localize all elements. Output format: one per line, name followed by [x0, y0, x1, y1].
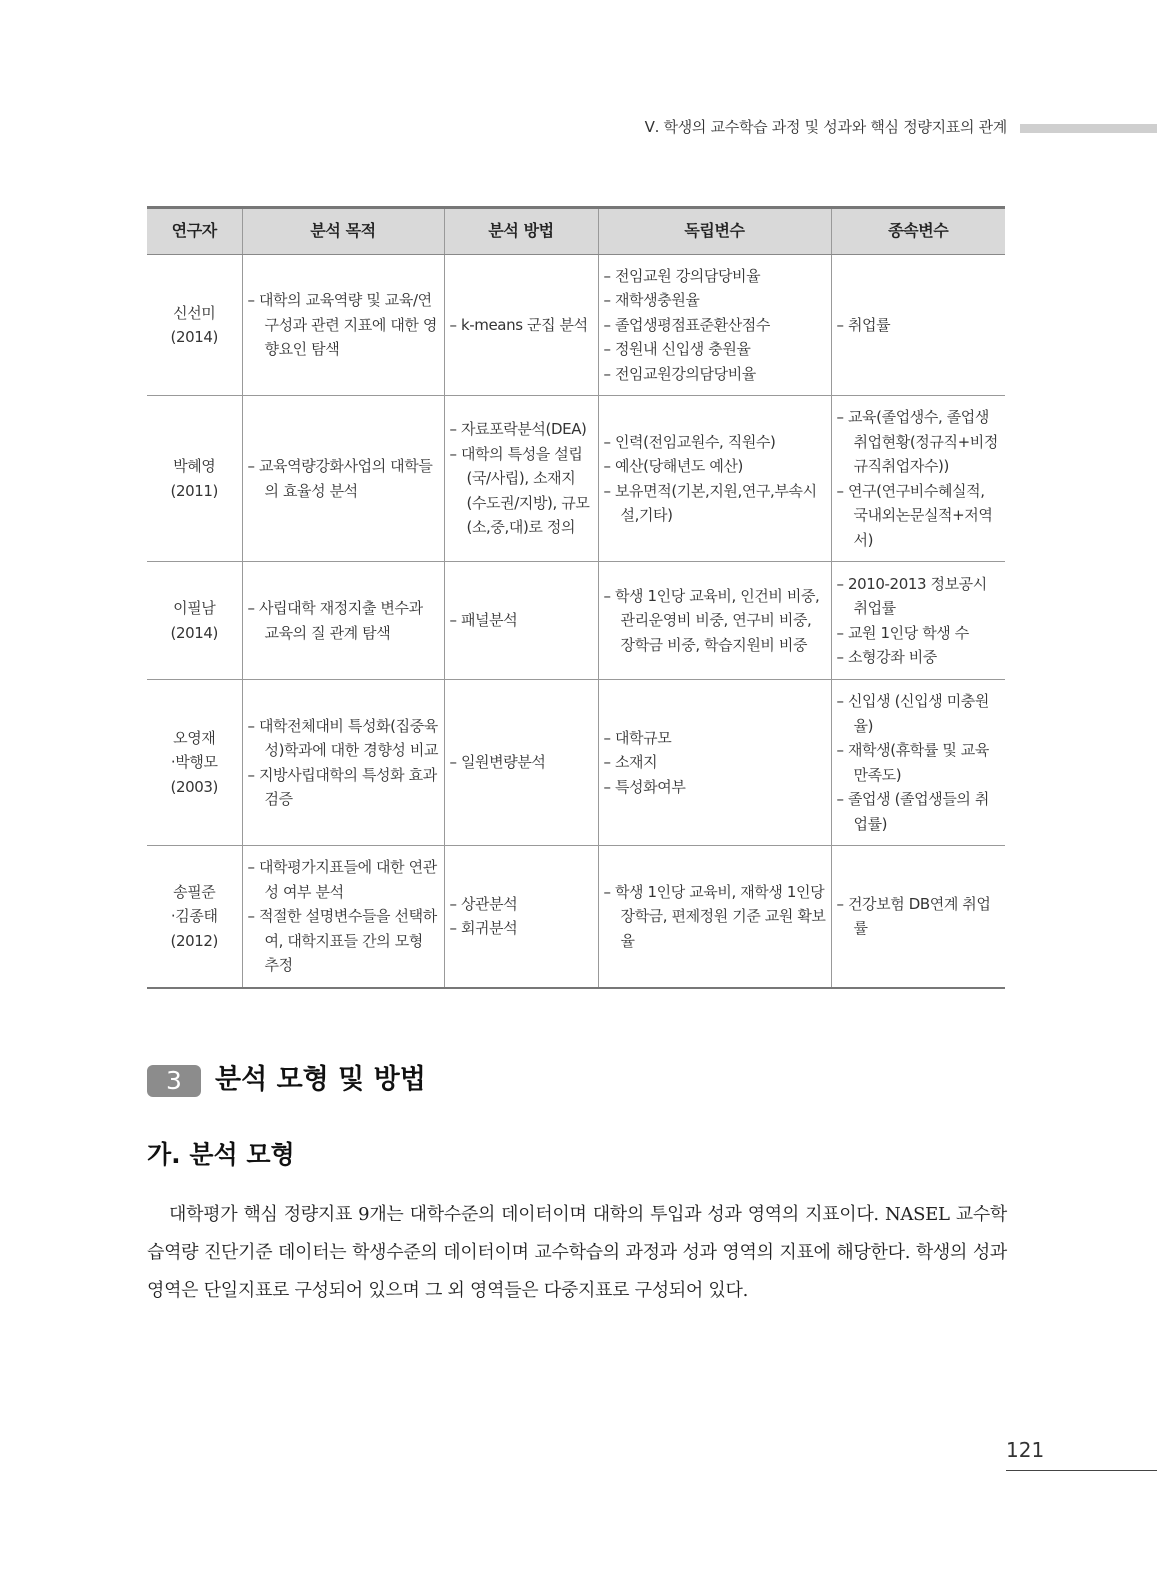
researcher-name: 송필준 — [173, 882, 216, 901]
list-item: – 학생 1인당 교육비, 재학생 1인당 장학금, 편제정원 기준 교원 확보율 — [604, 880, 826, 954]
researcher-cell — [147, 562, 242, 680]
purpose-cell — [242, 562, 444, 680]
list-item: – 특성화여부 — [604, 775, 826, 800]
list-item: – 학생 1인당 교육비, 인건비 비중, 관리운영비 비중, 연구비 비중, 장학금 비중, 학습지원비 비중 — [604, 584, 826, 658]
section-number-badge: 3 — [147, 1065, 201, 1097]
researcher-cell — [147, 680, 242, 846]
section-title: 분석 모형 및 방법 — [215, 1064, 426, 1095]
researcher-year: (2011) — [170, 481, 218, 500]
independent-cell — [598, 680, 831, 846]
column-header: 종속변수 — [831, 208, 1005, 255]
list-item: – k-means 군집 분석 — [450, 313, 593, 338]
researcher-cell — [147, 396, 242, 562]
list-item: – 예산(당해년도 예산) — [604, 454, 826, 479]
method-cell — [444, 680, 598, 846]
list-item: – 대학규모 — [604, 726, 826, 751]
researcher-year: (2014) — [170, 623, 218, 642]
researcher-name: ·김종태 — [170, 907, 218, 925]
researcher-year: (2012) — [170, 931, 218, 950]
researcher-cell — [147, 846, 242, 988]
list-item: – 패널분석 — [450, 608, 593, 633]
list-item: – 보유면적(기본,지원,연구,부속시설,기타) — [604, 479, 826, 528]
list-item: – 대학평가지표들에 대한 연관성 여부 분석 — [248, 855, 439, 904]
page-number: 121 — [1006, 1438, 1045, 1462]
purpose-cell — [242, 680, 444, 846]
researcher-name: 오영재 — [173, 728, 216, 747]
method-cell — [444, 846, 598, 988]
dependent-cell — [831, 255, 1005, 396]
method-cell — [444, 562, 598, 680]
purpose-cell — [242, 255, 444, 396]
list-item: – 전임교원 강의담당비율 — [604, 264, 826, 289]
list-item: – 지방사립대학의 특성화 효과 검증 — [248, 763, 439, 812]
list-item: – 소재지 — [604, 750, 826, 775]
list-item: – 적절한 설명변수들을 선택하여, 대학지표들 간의 모형 추정 — [248, 904, 439, 978]
researcher-year: (2014) — [170, 328, 218, 346]
researcher-year: (2003) — [170, 777, 218, 796]
list-item: – 일원변량분석 — [450, 750, 593, 775]
researcher-name: 박혜영 — [173, 457, 216, 475]
independent-cell — [598, 255, 831, 396]
dependent-cell — [831, 680, 1005, 846]
list-item: – 신입생 (신입생 미충원율) — [837, 689, 1001, 738]
table-row — [147, 562, 1005, 680]
running-header — [0, 116, 1157, 142]
purpose-cell — [242, 846, 444, 988]
column-header: 독립변수 — [598, 208, 831, 255]
list-item: – 연구(연구비수혜실적, 국내외논문실적+저역서) — [837, 479, 1001, 553]
method-cell — [444, 396, 598, 562]
list-item: – 정원내 신입생 충원율 — [604, 337, 826, 362]
list-item: – 소형강좌 비중 — [837, 645, 1001, 670]
running-title: Ⅴ. 학생의 교수학습 과정 및 성과와 핵심 정량지표의 관계 — [644, 118, 1007, 136]
table-row — [147, 680, 1005, 846]
subsection-title: 가. 분석 모형 — [147, 1140, 295, 1169]
list-item: – 회귀분석 — [450, 916, 593, 941]
table-row — [147, 846, 1005, 988]
table-header-row — [147, 208, 1005, 255]
dependent-cell — [831, 846, 1005, 988]
table-row — [147, 396, 1005, 562]
list-item: – 재학생충원율 — [604, 288, 826, 313]
list-item: – 졸업생평점표준환산점수 — [604, 313, 826, 338]
independent-cell — [598, 396, 831, 562]
header-decor-bar — [1020, 124, 1157, 133]
column-header: 분석 목적 — [242, 208, 444, 255]
researcher-name: ·박행모 — [170, 753, 218, 772]
list-item: – 재학생(휴학률 및 교육 만족도) — [837, 738, 1001, 787]
table-row — [147, 255, 1005, 396]
purpose-cell — [242, 396, 444, 562]
list-item: – 인력(전임교원수, 직원수) — [604, 430, 826, 455]
list-item: – 2010-2013 정보공시 취업률 — [837, 572, 1001, 621]
list-item: – 교육(졸업생수, 졸업생취업현황(정규직+비정규직취업자수)) — [837, 405, 1001, 479]
independent-cell — [598, 846, 831, 988]
list-item: – 건강보험 DB연계 취업률 — [837, 892, 1001, 941]
researcher-name: 신선미 — [173, 303, 216, 322]
body-paragraph: 대학평가 핵심 정량지표 9개는 대학수준의 데이터이며 대학의 투입과 성과 영역의 지표이다. NASEL 교수학습역량 진단기준 데이터는 학생수준의 데이터이며 교수학습의 과정과 성과 영역의 지표에 해당한다. 학생의 성과 영역은 단일지표로 구성되어 있으며 그 외 영역들은 다중지표로 구성되어 있다. — [147, 1204, 1007, 1301]
list-item: – 상관분석 — [450, 892, 593, 917]
dependent-cell — [831, 396, 1005, 562]
independent-cell — [598, 562, 831, 680]
footer-rule — [1006, 1470, 1157, 1471]
column-header: 분석 방법 — [444, 208, 598, 255]
list-item: – 교원 1인당 학생 수 — [837, 621, 1001, 646]
dependent-cell — [831, 562, 1005, 680]
list-item: – 교육역량강화사업의 대학들의 효율성 분석 — [248, 454, 439, 503]
list-item: – 졸업생 (졸업생들의 취업률) — [837, 787, 1001, 836]
column-header: 연구자 — [147, 208, 242, 255]
list-item: – 전임교원강의담당비율 — [604, 362, 826, 387]
list-item: – 대학전체대비 특성화(집중육성)학과에 대한 경향성 비교 — [248, 714, 439, 763]
list-item: – 대학의 교육역량 및 교육/연구성과 관련 지표에 대한 영향요인 탐색 — [248, 288, 439, 362]
method-cell — [444, 255, 598, 396]
list-item: – 사립대학 재정지출 변수과 교육의 질 관계 탐색 — [248, 596, 439, 645]
researcher-cell — [147, 255, 242, 396]
list-item: – 자료포락분석(DEA) — [450, 417, 593, 442]
list-item: – 취업률 — [837, 313, 1001, 338]
researcher-name: 이필남 — [173, 599, 216, 617]
list-item: – 대학의 특성을 설립(국/사립), 소재지(수도권/지방), 규모(소,중,대)로 정의 — [450, 442, 593, 540]
literature-table — [147, 206, 1005, 989]
